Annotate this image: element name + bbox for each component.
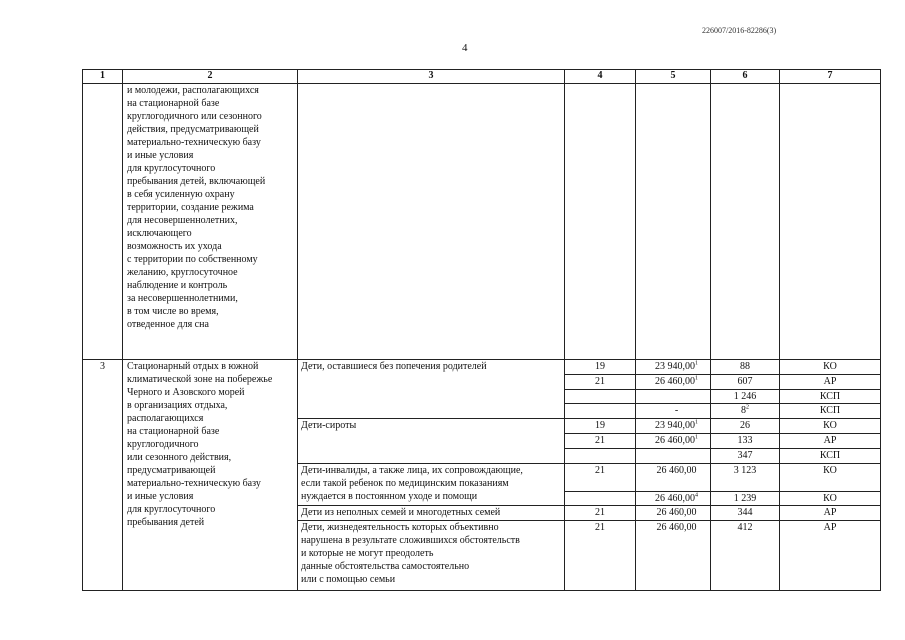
column-header: 5 xyxy=(636,70,711,84)
description-line: располагающихся xyxy=(127,413,204,424)
count-value: 8 xyxy=(741,405,746,417)
cell-col4 xyxy=(565,491,636,506)
footnote-mark: 1 xyxy=(695,375,698,382)
cell-col4: 21 xyxy=(565,521,636,591)
description-line: материально-техническую базу xyxy=(127,478,261,489)
category-line: нарушена в результате сложившихся обстоятельств xyxy=(301,535,520,547)
cell-col4 xyxy=(565,389,636,404)
cell-code: КСП xyxy=(780,404,881,419)
description-line: для круглосуточного xyxy=(127,163,216,174)
description-line: с территории по собственному xyxy=(127,254,258,265)
footnote-mark: 1 xyxy=(695,434,698,441)
column-header: 2 xyxy=(123,70,298,84)
cell-price xyxy=(636,448,711,463)
cell-price: 26 460,00 xyxy=(636,521,711,591)
cell-price xyxy=(636,360,711,375)
cell-code: АР xyxy=(780,433,881,448)
description-line: пребывания детей, включающей xyxy=(127,176,266,187)
cell-category: Дети-сироты xyxy=(298,419,565,463)
cell-count: 26 xyxy=(711,419,780,434)
category-line: данные обстоятельства самостоятельно xyxy=(301,561,470,573)
description-line: климатической зоне на побережье xyxy=(127,374,273,385)
cell-col5 xyxy=(636,84,711,360)
description-line: действия, предусматривающей xyxy=(127,124,259,135)
description-line: на стационарной базе xyxy=(127,426,220,437)
description-line: для несовершеннолетних, xyxy=(127,215,238,226)
cell-col4 xyxy=(565,404,636,419)
cell-code: АР xyxy=(780,374,881,389)
description-line: в том числе во время, xyxy=(127,306,219,317)
description-line: предусматривающей xyxy=(127,465,216,476)
cell-code: КО xyxy=(780,360,881,375)
description-line: или сезонного действия, xyxy=(127,452,232,463)
category-line: и которые не могут преодолеть xyxy=(301,548,434,560)
page-number: 4 xyxy=(462,42,468,54)
cell-description xyxy=(123,360,298,591)
cell-count: 3 123 xyxy=(711,463,780,491)
cell-price: 26 460,00 xyxy=(636,506,711,521)
table-row-continued xyxy=(83,84,881,360)
cell-col4 xyxy=(565,448,636,463)
data-table-container xyxy=(82,69,880,591)
cell-col4: 21 xyxy=(565,433,636,448)
description-line: за несовершеннолетними, xyxy=(127,293,238,304)
cell-code: АР xyxy=(780,506,881,521)
cell-count: 412 xyxy=(711,521,780,591)
cell-col4: 19 xyxy=(565,419,636,434)
header-row xyxy=(83,70,881,84)
cell-count: 88 xyxy=(711,360,780,375)
category-line: Дети, жизнедеятельность которых объективно xyxy=(301,522,499,534)
cell-code: КО xyxy=(780,463,881,491)
category-line: Дети-инвалиды, а также лица, их сопровождающие, xyxy=(301,464,523,476)
cell-count: 1 246 xyxy=(711,389,780,404)
description-line: и иные условия xyxy=(127,150,194,161)
description-line: Стационарный отдых в южной xyxy=(127,361,259,372)
cell-count: 1 239 xyxy=(711,491,780,506)
cell-category: Дети из неполных семей и многодетных семей xyxy=(298,506,565,521)
description-line: территории, создание режима xyxy=(127,202,254,213)
cell-price: 26 460,00 xyxy=(636,463,711,491)
cell-price xyxy=(636,433,711,448)
column-header: 7 xyxy=(780,70,881,84)
description-line: отведенное для сна xyxy=(127,319,209,330)
price-value: 23 940,00 xyxy=(655,361,695,372)
column-header: 3 xyxy=(298,70,565,84)
document-id: 226007/2016-82286(3) xyxy=(702,26,777,35)
price-value: 26 460,00 xyxy=(655,375,695,387)
description-line: в себя усиленную охрану xyxy=(127,189,235,200)
cell-category xyxy=(298,463,565,506)
description-line: на стационарной базе xyxy=(127,98,220,109)
footnote-mark: 1 xyxy=(695,419,698,426)
cell-description-continued xyxy=(123,84,298,360)
cell-col7 xyxy=(780,84,881,360)
cell-code: КСП xyxy=(780,389,881,404)
description-line: круглогодичного или сезонного xyxy=(127,111,262,122)
cell-col4: 21 xyxy=(565,463,636,491)
description-line: Черного и Азовского морей xyxy=(127,387,245,398)
category-line: если такой ребенок по медицинским показаниям xyxy=(301,477,509,489)
cell-price xyxy=(636,491,711,506)
cell-category: Дети, оставшиеся без попечения родителей xyxy=(298,360,565,419)
cell-col4 xyxy=(565,84,636,360)
description-lines xyxy=(127,360,293,529)
cell-code: КСП xyxy=(780,448,881,463)
category-line: или с помощью семьи xyxy=(301,574,396,586)
cell-col4: 21 xyxy=(565,506,636,521)
footnote-mark: 2 xyxy=(746,405,749,412)
description-line: пребывания детей xyxy=(127,517,205,528)
description-line: наблюдение и контроль xyxy=(127,280,228,291)
column-header: 6 xyxy=(711,70,780,84)
cell-code: КО xyxy=(780,491,881,506)
cell-category xyxy=(298,84,565,360)
description-line: и молодежи, располагающихся xyxy=(127,85,259,96)
cell-price xyxy=(636,419,711,434)
price-value: 26 460,00 xyxy=(655,434,695,446)
description-line: желанию, круглосуточное xyxy=(127,267,238,278)
cell-code: КО xyxy=(780,419,881,434)
cell-code: АР xyxy=(780,521,881,591)
cell-col4: 21 xyxy=(565,374,636,389)
cell-price xyxy=(636,389,711,404)
cell-price xyxy=(636,374,711,389)
category-line: нуждается в постоянном уходе и помощи xyxy=(301,490,478,502)
footnote-mark: 1 xyxy=(695,360,698,367)
description-lines xyxy=(127,84,293,331)
description-line: и иные условия xyxy=(127,491,194,502)
cell-col6 xyxy=(711,84,780,360)
description-line: исключающего xyxy=(127,228,192,239)
cell-category xyxy=(298,521,565,591)
price-value: 23 940,00 xyxy=(655,420,695,432)
cell-count: 133 xyxy=(711,433,780,448)
cell-price: - xyxy=(636,404,711,419)
description-line: для круглосуточного xyxy=(127,504,216,515)
data-table xyxy=(82,69,881,591)
cell-number xyxy=(83,84,123,360)
cell-count xyxy=(711,404,780,419)
description-line: в организациях отдыха, xyxy=(127,400,228,411)
cell-count: 344 xyxy=(711,506,780,521)
cell-col4: 19 xyxy=(565,360,636,375)
price-value: 26 460,00 xyxy=(655,492,695,504)
column-header: 1 xyxy=(83,70,123,84)
cell-count: 607 xyxy=(711,374,780,389)
table-row xyxy=(83,360,881,375)
footnote-mark: 4 xyxy=(695,492,698,499)
description-line: возможность их ухода xyxy=(127,241,222,252)
description-line: материально-техническую базу xyxy=(127,137,261,148)
cell-count: 347 xyxy=(711,448,780,463)
cell-number: 3 xyxy=(83,360,123,591)
description-line: круглогодичного xyxy=(127,439,199,450)
column-header: 4 xyxy=(565,70,636,84)
